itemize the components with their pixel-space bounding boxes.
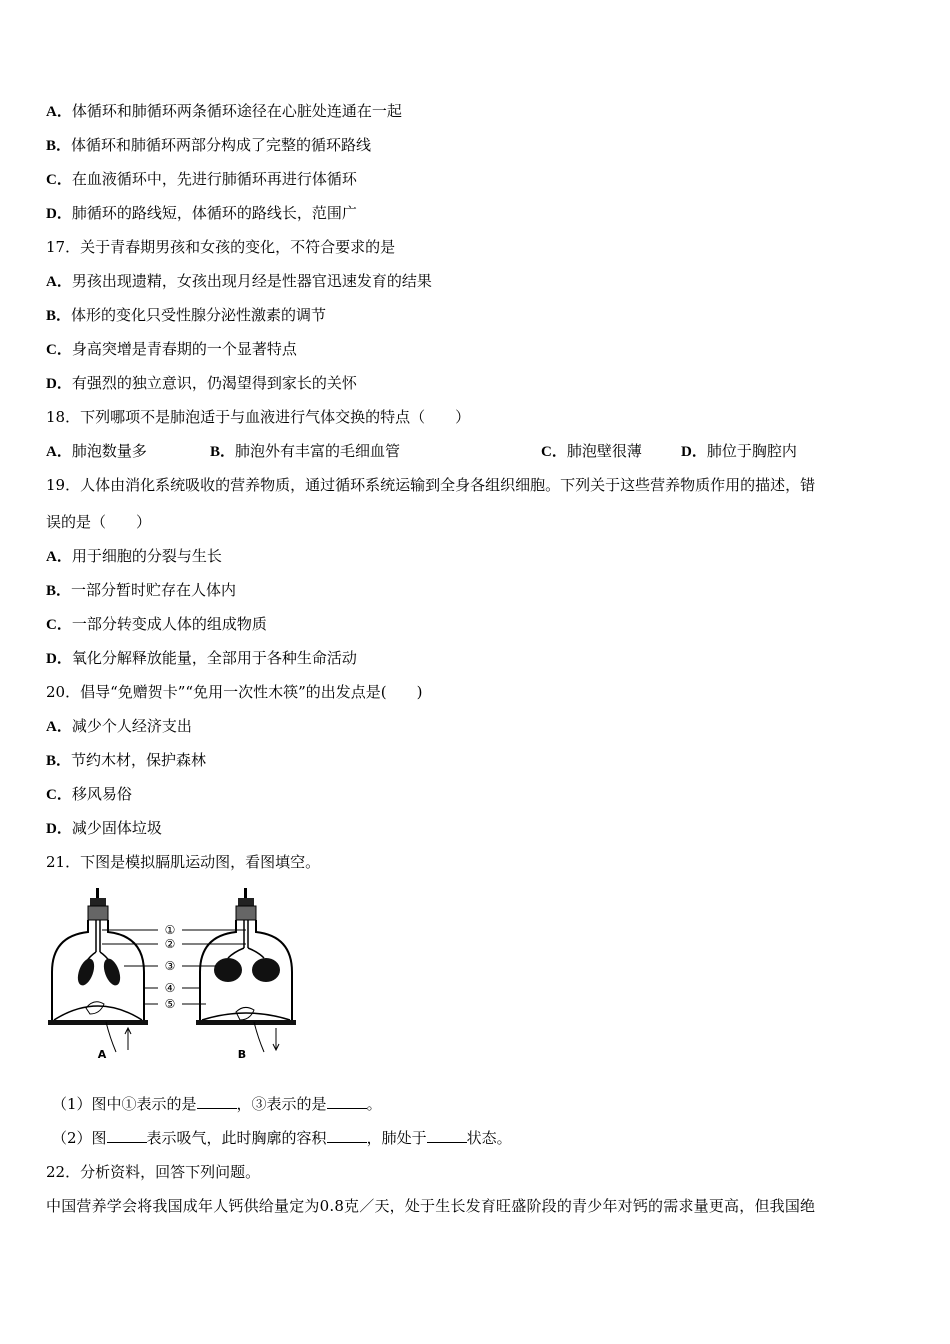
option-letter: B． [46, 753, 72, 769]
option-text: 氧化分解释放能量，全部用于各种生命活动 [71, 649, 357, 667]
q16-option-d [46, 203, 357, 224]
option-text: 一部分转变成人体的组成物质 [71, 615, 267, 633]
option-text: 有强烈的独立意识，仍渴望得到家长的关怀 [71, 374, 357, 392]
option-text: 在血液循环中，先进行肺循环再进行体循环 [71, 170, 357, 188]
diaphragm-model-figure [46, 880, 316, 1074]
q19-stem-line2: 误的是（ ） [46, 513, 152, 531]
q19-option-b [46, 580, 236, 601]
figure-label-2: ② [164, 937, 176, 951]
option-text: 体形的变化只受性腺分泌性激素的调节 [71, 306, 327, 324]
jar-b-drawing [196, 888, 296, 1052]
option-text: 减少固体垃圾 [71, 819, 162, 837]
option-letter: C． [46, 617, 72, 633]
answer-blank[interactable] [327, 1128, 367, 1143]
q21-sub2 [52, 1128, 512, 1148]
option-text: 肺泡壁很薄 [566, 442, 642, 460]
sub1-part2: ，③表示的是 [236, 1095, 327, 1113]
option-letter: D． [46, 206, 72, 222]
q19-option-c [46, 614, 267, 635]
q20-option-a [46, 716, 192, 737]
q17-option-c [46, 339, 297, 360]
option-text: 减少个人经济支出 [71, 717, 192, 735]
option-text: 肺泡数量多 [71, 442, 147, 460]
jar-a-drawing [48, 888, 148, 1052]
option-letter: A． [46, 274, 72, 290]
q20-option-b [46, 750, 206, 771]
q20-option-d [46, 818, 162, 839]
sub2-part4: 状态。 [466, 1129, 512, 1147]
option-letter: D． [46, 821, 72, 837]
option-text: 男孩出现遗精，女孩出现月经是性器官迅速发育的结果 [71, 272, 432, 290]
q19-option-d [46, 648, 357, 669]
option-text: 体循环和肺循环两部分构成了完整的循环路线 [71, 136, 372, 154]
q17-option-a [46, 271, 432, 292]
q18-option-a [46, 441, 147, 462]
option-letter: A． [46, 549, 72, 565]
option-text: 肺位于胸腔内 [706, 442, 797, 460]
q21-sub1 [52, 1094, 382, 1114]
answer-blank[interactable] [197, 1094, 237, 1109]
answer-blank[interactable] [427, 1128, 467, 1143]
q20-stem: 20．倡导“免赠贺卡”“免用一次性木筷”的出发点是( ) [46, 683, 423, 701]
option-text: 一部分暂时贮存在人体内 [71, 581, 237, 599]
option-text: 节约木材，保护森林 [71, 751, 207, 769]
option-letter: B． [46, 308, 72, 324]
option-letter: C． [46, 342, 72, 358]
q19-stem-line1: 19．人体由消化系统吸收的营养物质，通过循环系统运输到全身各组织细胞。下列关于这些营养物质作用的描述，错 [46, 476, 816, 494]
sub2-part3: ，肺处于 [366, 1129, 427, 1147]
option-letter: B． [210, 444, 236, 460]
q18-option-b [210, 441, 400, 462]
sub1-part3: 。 [366, 1095, 382, 1113]
option-letter: D． [46, 651, 72, 667]
answer-blank[interactable] [107, 1128, 147, 1143]
option-letter: C． [46, 172, 72, 188]
q18-option-d [681, 441, 797, 462]
option-text: 用于细胞的分裂与生长 [71, 547, 222, 565]
jar-a-label: A [97, 1048, 107, 1061]
jar-b-label: B [237, 1048, 247, 1061]
q16-option-c [46, 169, 357, 190]
figure-label-1: ① [164, 923, 176, 937]
q18-stem: 18．下列哪项不是肺泡适于与血液进行气体交换的特点（ ） [46, 408, 471, 426]
option-text: 体循环和肺循环两条循环途径在心脏处连通在一起 [71, 102, 402, 120]
option-letter: B． [46, 138, 72, 154]
sub1-part1: （1）图中①表示的是 [52, 1095, 197, 1113]
option-letter: C． [46, 787, 72, 803]
q16-option-a [46, 101, 402, 122]
option-letter: D． [681, 444, 707, 460]
q18-option-c [541, 441, 642, 462]
q17-stem: 17．关于青春期男孩和女孩的变化，不符合要求的是 [46, 238, 396, 256]
q17-option-d [46, 373, 357, 394]
sub2-part1: （2）图 [52, 1129, 107, 1147]
q22-paragraph: 中国营养学会将我国成年人钙供给量定为0.8克／天，处于生长发育旺盛阶段的青少年对钙的需求量更高，但我国绝 [46, 1197, 816, 1215]
option-text: 肺泡外有丰富的毛细血管 [235, 442, 401, 460]
option-text: 身高突增是青春期的一个显著特点 [71, 340, 297, 358]
figure-label-3: ③ [164, 959, 176, 973]
option-letter: C． [541, 444, 567, 460]
option-text: 肺循环的路线短，体循环的路线长，范围广 [71, 204, 357, 222]
q22-stem: 22．分析资料，回答下列问题。 [46, 1163, 261, 1181]
q21-stem: 21．下图是模拟膈肌运动图，看图填空。 [46, 853, 321, 871]
q19-option-a [46, 546, 222, 567]
option-text: 移风易俗 [71, 785, 132, 803]
q17-option-b [46, 305, 326, 326]
sub2-part2: 表示吸气，此时胸廓的容积 [146, 1129, 327, 1147]
figure-label-5: ⑤ [164, 997, 176, 1011]
option-letter: B． [46, 583, 72, 599]
answer-blank[interactable] [327, 1094, 367, 1109]
q16-option-b [46, 135, 371, 156]
option-letter: D． [46, 376, 72, 392]
option-letter: A． [46, 719, 72, 735]
q20-option-c [46, 784, 132, 805]
figure-label-4: ④ [164, 981, 176, 995]
option-letter: A． [46, 444, 72, 460]
option-letter: A． [46, 104, 72, 120]
